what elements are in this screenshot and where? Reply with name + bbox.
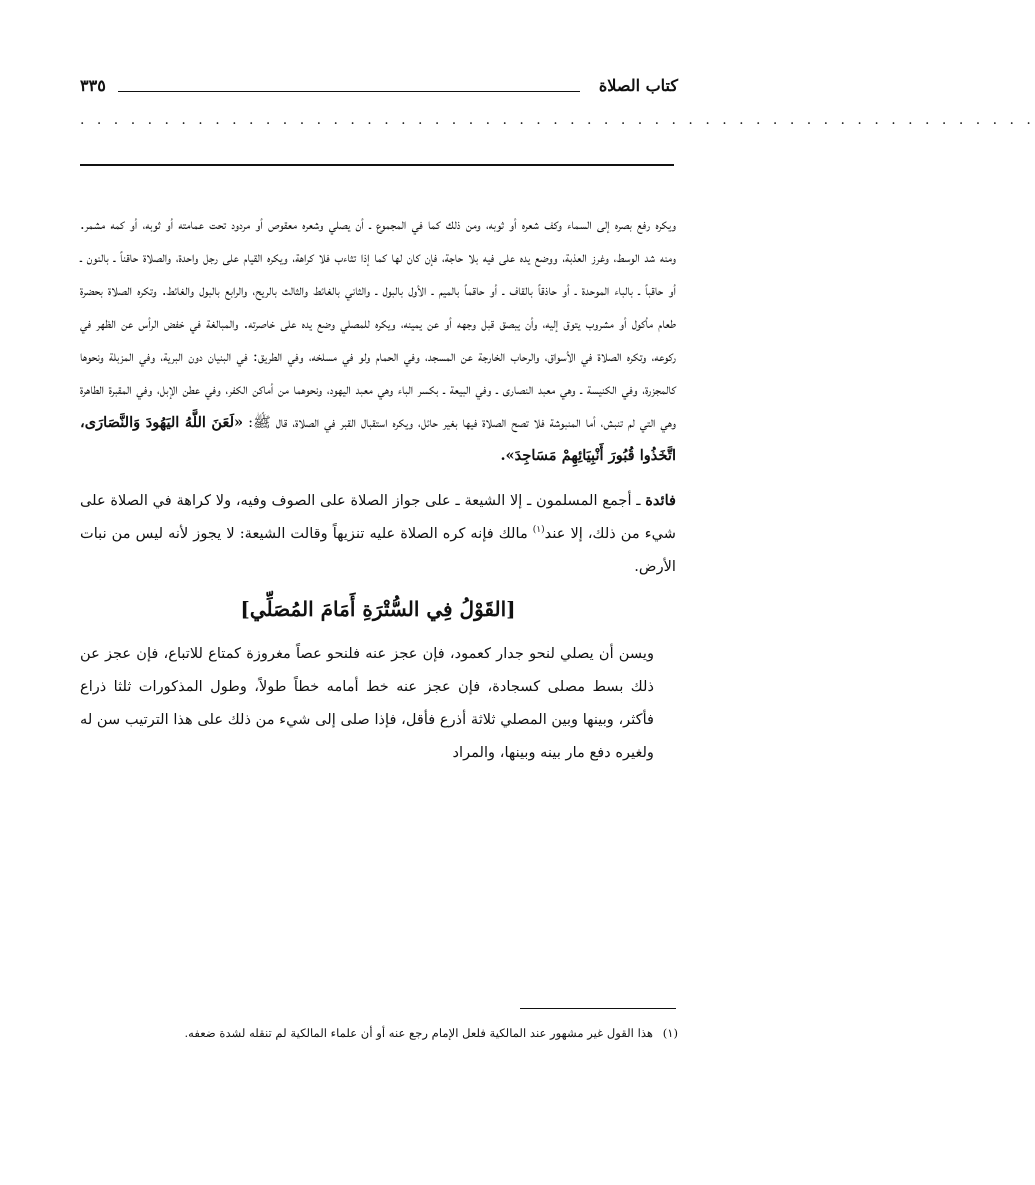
paragraph-1-text: ويكره رفع بصره إلى السماء وكف شعره أو ثوبه، ومن ذلك كما في المجموع ـ أن يصلي وشعره معقوص أو مردود تحت عمامته أو ثوبه، أو كمه مشمر. ومنه شد الوسط، وغرز العذبة، ووضع يده على فيه بلا حاجة، فإن كان لها كما إذا تثاءب فلا كراهة، ويكره القيام على رجل واحدة، والصلاة حاقناً ـ بالنون ـ أو حاقباً ـ بالباء الموحدة ـ أو حاذقاً بالقاف ـ أو حاقماً بالميم ـ الأول بالبول ـ والثاني بالغائط والثالث بالريح، والرابع بالبول والغائط. وتكره الصلاة بحضرة طعام مأكول أو مشروب يتوق إليه، وأن يبصق قبل وجهه أو عن يمينه، ويكره للمصلي وضع يده على خاصرته. والمبالغة في خفض الرأس عن الظهر في ركوعه، وتكره الصلاة في الأسواق، والرحاب الخارجة عن المسجد، وفي الحمام ولو في مسلخه، وفي الطريق: في البنيان دون البرية، وفي المزبلة ونحوها كالمجزرة، وفي الكنيسة ـ وهي معبد النصارى ـ وفي البيعة ـ بكسر الباء وهي معبد اليهود، ونحوهما من أماكن الكفر، وفي عطن الإبل، وفي المقبرة الطاهرة وهي التي لم تنبش، أما المنبوشة فلا تصح الصلاة فيها بغير حائل، ويكره استقبال القبر في الصلاة، قال ﷺ: <box>80 216 676 431</box>
footnote-rule <box>520 1008 676 1009</box>
paragraph-2 <box>80 484 676 583</box>
footnote-text: هذا القول غير مشهور عند المالكية فلعل الإمام رجع عنه أو أن علماء المالكية لم تنقله لشدة ضعفه. <box>184 1026 654 1040</box>
footnote-marker: (١) <box>662 1026 678 1040</box>
paragraph-3: ويسن أن يصلي لنحو جدار كعمود، فإن عجز عنه فلنحو عصاً مغروزة كمتاع للاتباع، فإن عجز عن ذلك بسط مصلى كسجادة، فإن عجز عنه خط أمامه خطاً طولاً، وطول المذكورات ثلثا ذراع فأكثر، وبينها وبين المصلي ثلاثة أذرع فأقل، فإذا صلى إلى شيء من ذلك على هذا الترتيب سن له ولغيره دفع مار بينه وبينها، والمراد <box>80 645 654 761</box>
footnote <box>80 1018 678 1048</box>
main-text <box>80 208 676 769</box>
note-label: فائدة <box>645 492 677 509</box>
paragraph-2-text-b: مالك فإنه كره الصلاة عليه تنزيهاً وقالت الشيعة: لا يجوز لأنه ليس من نبات الأرض. <box>80 525 676 575</box>
paragraph-1 <box>80 208 676 472</box>
footnote-ref[interactable]: (١) <box>532 525 545 536</box>
hadith-quote: «لَعَنَ اللَّهُ اليَهُودَ وَالنَّصَارَى، اتَّخَذُوا قُبُورَ أَنْبِيَائِهِمْ مَسَاجِدَ». <box>80 414 676 464</box>
header-rule <box>118 91 580 92</box>
section-heading: [القَوْلُ فِي السُّتْرَةِ أَمَامَ المُصَلِّي] <box>240 597 516 621</box>
running-head <box>80 76 678 102</box>
chapter-title: كتاب الصلاة <box>598 76 678 95</box>
page-number: ٣٣٥ <box>80 76 106 95</box>
paragraph-2-text-a: ـ أجمع المسلمون ـ إلا الشيعة ـ على جواز الصلاة على الصوف وفيه، ولا كراهة في الصلاة على شيء من ذلك، إلا عند <box>80 492 676 542</box>
dotted-line: . . . . . . . . . . . . . . . . . . . . . . . . . . . . . . . . . . . . . . . . . . . . . . . . . . . . . . . . . <box>80 112 1035 128</box>
top-rule <box>80 164 674 166</box>
